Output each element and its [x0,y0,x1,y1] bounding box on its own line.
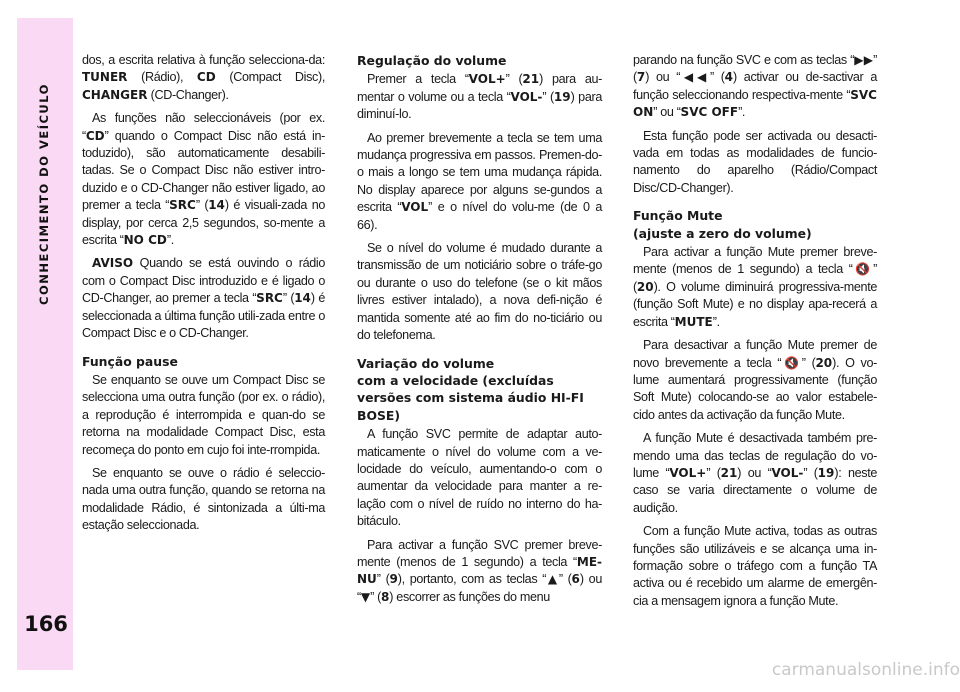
bold-run: SRC [169,198,196,213]
heading-line: (ajuste a zero do volume) [633,225,812,241]
paragraph: Para activar a função SVC premer breve-mente (menos de 1 segundo) a tecla “ME-NU” (9), portanto, com as teclas “▲” (6) ou “▼” (8) escorrer as funções do menu [357,537,602,604]
paragraph: AVISO Quando se está ouvindo o rádio com o Compact Disc introduzido e é ligado o CD-Changer, ao premer a tecla “SRC” (14) é seleccionada a última função utili-zada entre o Compact Disc e o CD-Changer. [82,256,326,341]
column-3 [633,52,877,616]
column-1 [82,52,325,541]
bold-run: CD [85,128,105,143]
bold-run: 14 [294,291,311,306]
paragraph: Premer a tecla “VOL+” (21) para au-mentar o volume ou a tecla “VOL-” (19) para diminuí-lo. [357,72,602,122]
section-title [22,44,66,344]
bold-run: SRC [256,291,283,306]
bold-run: VOL+ [468,72,506,87]
heading-pause: Função pause [82,353,178,369]
bold-run: 21 [720,465,738,480]
bold-run: 14 [208,198,225,213]
bold-run: CD [196,70,216,85]
bold-run: 19 [817,465,835,480]
bold-run: 6 [571,572,580,587]
heading-svc [357,355,602,425]
heading-line: BOSE) [357,407,401,423]
watermark: carmanualsonline.info [771,660,960,680]
bold-run: 19 [553,89,571,104]
heading-line: Função Mute [633,208,723,224]
paragraph: Para desactivar a função Mute premer de novo brevemente a tecla “🔇” (20). O vo-lume aumentará progressivamente (função Soft Mute) colocando-se ao valor estabele-cido antes da activação da função Mute. [633,338,877,422]
bold-run: VOL- [510,89,543,104]
bold-run: SVC ON [633,87,877,120]
bold-run: TUNER [82,70,128,85]
paragraph: Se enquanto se ouve o rádio é seleccio-nada uma outra função, quando se retorna na modalidade Rádio, é sintonizada a últi-ma estação seleccionada. [82,465,325,533]
bold-run: CHANGER [82,87,148,102]
bold-run: ▼ [360,589,371,604]
bold-run: 21 [522,72,540,87]
bold-run: VOL+ [669,465,707,480]
paragraph: As funções não seleccionáveis (por ex. “CD” quando o Compact Disc não está in-toduzido), são automaticamente desabili-tadas. Se o Compact Disc não estiver intro-duzido e o CD-Changer não estiver ligado, ao premer a tecla “SRC” (14) é visuali-zada no display, por cerca 2,5 segundos, so-mente a escrita “NO CD”. [82,111,325,248]
bold-run: VOL- [771,465,804,480]
bold-run: AVISO [92,256,134,271]
paragraph: A função Mute é desactivada também pre-mendo uma das teclas de regulação do vo-lume “VOL+” (21) ou “VOL-” (19): neste caso se varia directamente o volume de audição. [633,431,877,515]
paragraph: Se o nível do volume é mudado durante a transmissão de um noticiário sobre o tráfe-go ou durante o uso do telefone (se o kit mãos livres estiver intalado), a nova defi-nição é mantida somente até ao fim do no-ticiário ou do telefonema. [357,241,602,343]
paragraph: parando na função SVC e com as teclas “▶▶” (7) ou “◀◀” (4) activar ou de-sactivar a função seleccionando respectiva-mente “SVC ON” ou “SVC OFF”. [633,53,877,120]
column-2 [357,52,602,612]
paragraph: Se enquanto se ouve um Compact Disc se selecciona uma outra função (por ex. o rádio), a reprodução é interrompida e quan-do se retorna na modalidade Compact Disc, esta recomeça do ponto em cujo foi inte-rrompida. [82,372,325,457]
bold-run: ◀◀ [680,70,710,85]
section-title-text: CONHECIMENTO DO VEÍCULO [37,83,51,305]
heading-line: com a velocidade (excluídas [357,372,554,388]
paragraph: Com a função Mute activa, todas as outras funções são utilizáveis e se alcança uma in-formação sobre o tráfego com a função TA activa ou é recebido um alarme de emergên-cia a mensagem ignora a função Mute. [633,524,877,608]
page-number: 166 [24,612,68,636]
bold-run: ▶▶ [854,53,874,67]
bold-run: MUTE [674,314,713,329]
bold-run: SVC OFF [680,105,739,120]
heading-volume: Regulação do volume [357,53,507,68]
bold-run: 9 [389,572,398,587]
bold-run: 4 [724,70,733,85]
bold-run: 20 [815,355,833,370]
bold-run: 7 [636,70,646,85]
bold-run: ▲ [546,572,559,587]
bold-run: VOL [401,200,429,215]
heading-mute [633,207,877,242]
bold-run: ME-NU [357,554,602,587]
paragraph: Para activar a função Mute premer breve-mente (menos de 1 segundo) a tecla “🔇” (20). O volume diminuirá progressiva-mente (função Soft Mute) e no display apa-recerá a escrita “MUTE”. [633,245,877,329]
bold-run: 20 [636,279,654,294]
bold-run: 🔇 [852,262,874,277]
bold-run: 8 [380,589,390,604]
paragraph: dos, a escrita relativa à função selecciona-da: TUNER (Rádio), CD (Compact Disc), CHANGER (CD-Changer). [82,53,326,102]
heading-line: Variação do volume [357,355,495,371]
heading-line: versões com sistema áudio HI-FI [357,390,584,406]
bold-run: NO CD [123,233,167,248]
bold-run: 🔇 [781,355,802,370]
paragraph: Ao premer brevemente a tecla se tem uma mudança progressiva em passos. Premen-do-o mais a longo se tem uma mudança rápida. No display aparece por alguns se-gundos a escrita “VOL” e o nível do volu-me (de 0 a 66). [357,130,602,232]
paragraph: Esta função pode ser activada ou desacti-vada em todas as modalidades de funcio-namento do aparelho (Rádio/Compact Disc/CD-Changer). [633,128,877,195]
paragraph: A função SVC permite de adaptar auto-maticamente o nível do volume com a ve-locidade do veículo, aumentando-o com o aumentar da velocidade para manter a re-lação com o nível de ruído no interno do ha-bitáculo. [357,427,602,529]
